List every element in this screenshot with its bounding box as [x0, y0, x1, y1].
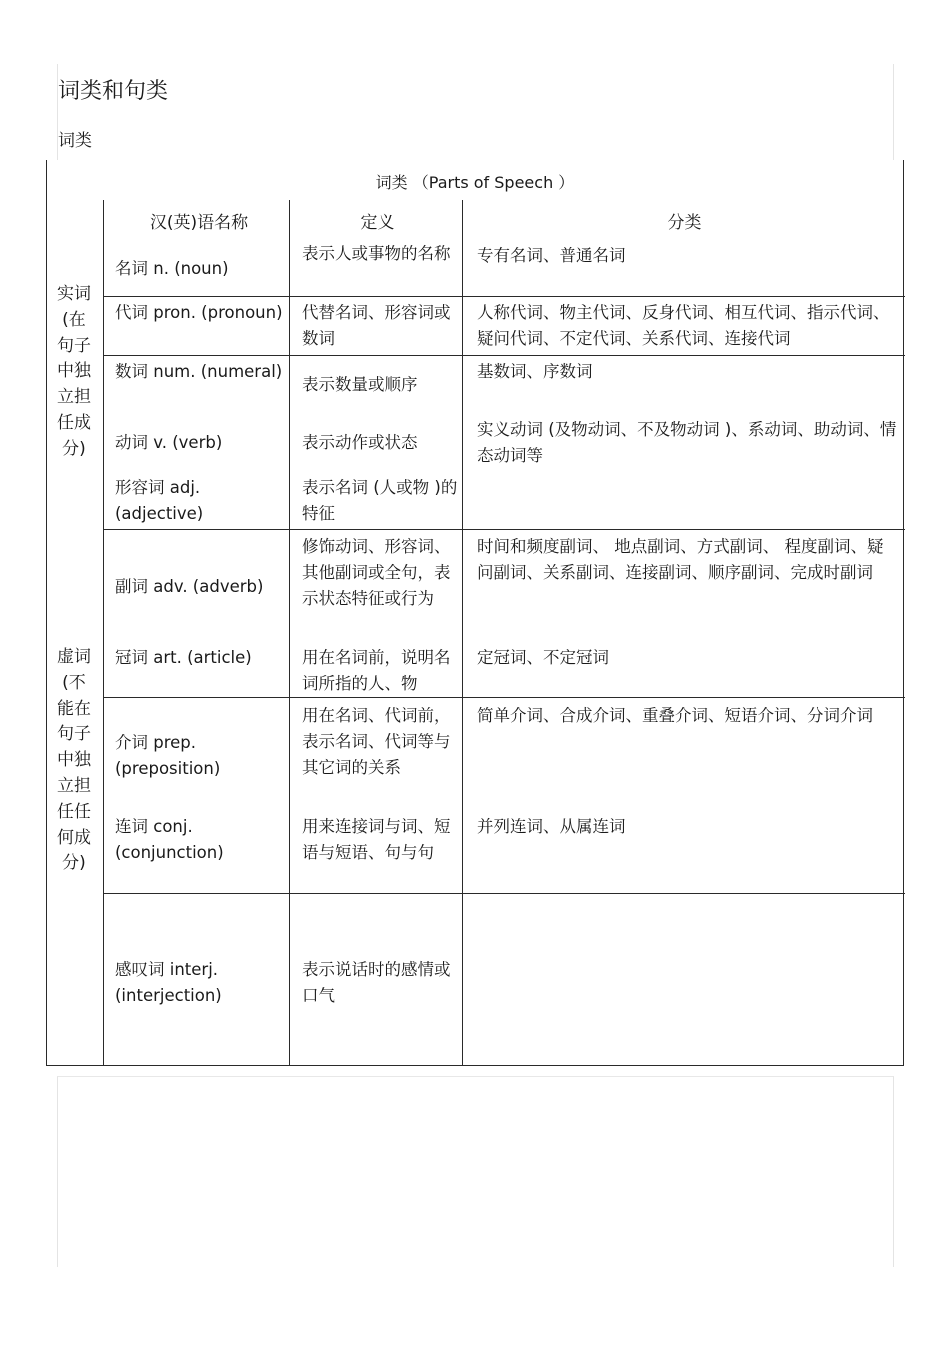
- row-noun-name: 名词 n. (noun): [115, 259, 229, 278]
- row-verb-definition: 表示动作或状态: [302, 433, 418, 452]
- divider-row-4: [103, 697, 905, 698]
- header-classification: 分类: [667, 213, 702, 233]
- header-name: 汉(英)语名称: [149, 213, 249, 233]
- row-pronoun-name: 代词 pron. (pronoun): [115, 303, 283, 322]
- row-numeral-definition: 表示数量或顺序: [302, 375, 418, 394]
- divider-col-1: [103, 200, 104, 1066]
- divider-row-5: [103, 893, 905, 894]
- row-article-classification: 定冠词、不定冠词: [477, 648, 609, 667]
- row-interjection-name: 感叹词 interj. (interjection): [115, 960, 222, 1005]
- row-verb-classification: 实义动词 (及物动词、不及物动词 )、系动词、助动词、情态动词等: [477, 420, 897, 465]
- row-preposition-name: 介词 prep. (preposition): [115, 733, 221, 778]
- row-numeral-classification: 基数词、序数词: [477, 362, 593, 381]
- row-interjection-definition: 表示说话时的感情或口气: [302, 960, 451, 1005]
- row-article-definition: 用在名词前，说明名词所指的人、物: [302, 648, 451, 693]
- document-title: 词类和句类: [58, 79, 169, 104]
- row-noun-definition: 表示人或事物的名称: [302, 244, 451, 263]
- row-preposition-classification: 简单介词、合成介词、重叠介词、短语介词、分词介词: [477, 706, 873, 725]
- row-pronoun-definition: 代替名词、形容词或数词: [302, 303, 451, 348]
- row-preposition-definition: 用在名词、代词前，表示名词、代词等与其它词的关系: [302, 706, 451, 777]
- row-adjective-name: 形容词 adj. (adjective): [115, 478, 204, 523]
- row-pronoun-classification: 人称代词、物主代词、反身代词、相互代词、指示代词、疑问代词、不定代词、关系代词、连接代词: [477, 303, 890, 348]
- page-frame-bottom: [57, 1076, 894, 1267]
- divider-row-2: [103, 355, 905, 356]
- section-title: 词类: [58, 131, 92, 151]
- row-adverb-definition: 修饰动词、形容词、其他副词或全句，表示状态特征或行为: [302, 537, 451, 608]
- row-numeral-name: 数词 num. (numeral): [115, 362, 283, 381]
- row-conjunction-classification: 并列连词、从属连词: [477, 817, 626, 836]
- header-definition: 定义: [360, 213, 395, 233]
- table-caption: 词类 （Parts of Speech ）: [375, 173, 575, 192]
- divider-row-1: [103, 296, 905, 297]
- divider-col-3: [462, 200, 463, 1066]
- row-adverb-name: 副词 adv. (adverb): [115, 577, 264, 596]
- row-conjunction-definition: 用来连接词与词、短语与短语、句与句: [302, 817, 451, 862]
- divider-row-3: [103, 529, 905, 530]
- row-adjective-definition: 表示名词 (人或物 )的特征: [302, 478, 458, 523]
- group-label-function: 虚词(不能在句子中独立担任任何成分): [57, 647, 91, 874]
- parts-of-speech-table: [46, 160, 904, 1066]
- group-label-notional: 实词(在句子中独立担任成分): [57, 284, 91, 459]
- row-article-name: 冠词 art. (article): [115, 648, 252, 667]
- row-noun-classification: 专有名词、普通名词: [477, 246, 626, 265]
- row-verb-name: 动词 v. (verb): [115, 433, 223, 452]
- row-conjunction-name: 连词 conj. (conjunction): [115, 817, 224, 862]
- divider-col-2: [289, 200, 290, 1066]
- page-frame-top: [57, 64, 894, 160]
- row-adverb-classification: 时间和频度副词、 地点副词、方式副词、 程度副词、疑问副词、关系副词、连接副词、顺序副词、完成时副词: [477, 537, 884, 582]
